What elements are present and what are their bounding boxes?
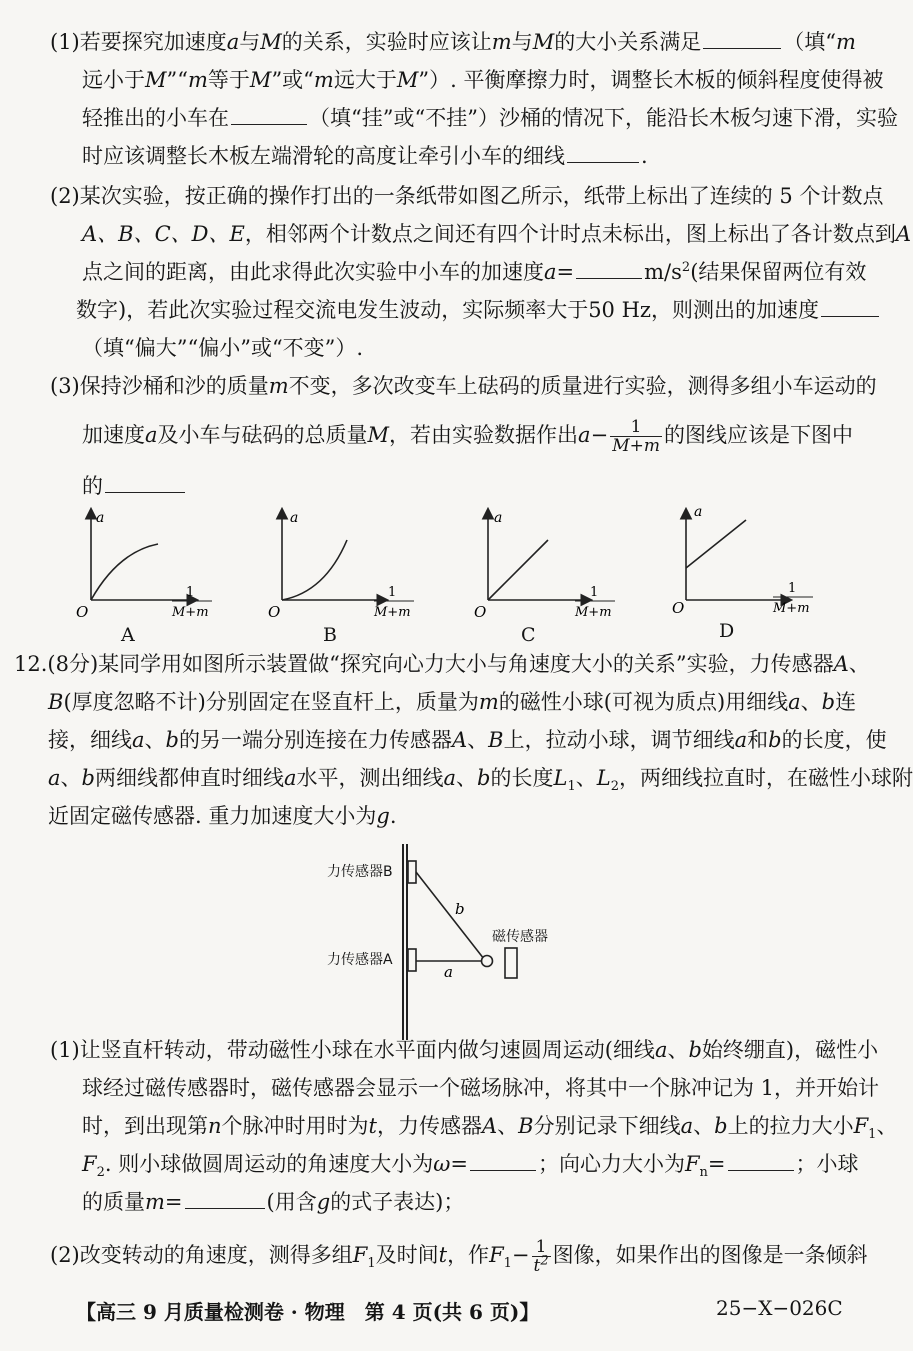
graph-b-y-label: a — [290, 510, 299, 526]
q11-p2-line3: 点之间的距离，由此求得此次实验中小车的加速度$a= m/s^2$(结果保留两位有效 — [82, 260, 867, 284]
graph-d-x-num: 1 — [788, 581, 797, 596]
q11-p1-line3: 轻推出的小车在 （填“挂”或“不挂”）沙桶的情况下，能沿长木板匀速下滑，实验 — [82, 106, 898, 130]
q11-p3-line3: 的 — [82, 472, 187, 500]
graph-a-origin: O — [76, 603, 89, 621]
q11-graphs — [0, 500, 900, 650]
graph-b-origin: O — [268, 603, 281, 621]
graph-c — [474, 510, 615, 621]
q11-p2-line1: (2)某次实验，按正确的操作打出的一条纸带如图乙所示，纸带上标出了连续的 5 个计数点 — [50, 184, 884, 208]
graph-d — [672, 504, 813, 617]
answer-blank-2[interactable] — [231, 104, 307, 125]
answer-blank-6[interactable] — [105, 472, 185, 493]
answer-blank-1[interactable] — [703, 28, 781, 49]
q12-intro-line4: a、b两细线都伸直时细线a水平，测出细线a、b的长度$L_1$、$L_2$，两细线拉直时，在磁性小球附 — [48, 766, 913, 795]
graph-b-x-den: M+m — [374, 605, 411, 620]
fraction-1-over-M-plus-m: $\frac{1}{M+m}$ — [612, 417, 660, 456]
magnetic-sensor-label: 磁传感器 — [492, 929, 548, 945]
graph-c-label: C — [521, 624, 536, 646]
footer-page-info: 【高三 9 月质量检测卷 · 物理 第 4 页(共 6 页)】 — [76, 1300, 540, 1324]
q11-p2-line5: （填“偏大”“偏小”或“不变”）. — [82, 336, 364, 360]
magnetic-sensor — [505, 948, 517, 978]
graph-d-origin: O — [672, 599, 685, 617]
force-sensor-a — [408, 949, 416, 971]
q12-p1-line1: (1)让竖直杆转动，带动磁性小球在水平面内做匀速圆周运动(细线a、b始终绷直)，磁性小 — [50, 1038, 879, 1062]
graph-d-line — [686, 520, 746, 568]
q11-p2-line4: 数字)，若此次实验过程交流电发生波动，实际频率大于50 Hz，则测出的加速度 — [76, 296, 881, 324]
q12-intro-line5: 近固定磁传感器. 重力加速度大小为g. — [48, 804, 397, 828]
graph-a-label: A — [121, 624, 135, 646]
magnetic-ball — [482, 956, 493, 967]
q12-p1-line3: 时，到出现第n个脉冲时用时为t，力传感器A、B分别记录下细线a、b上的拉力大小$F_1$、 — [82, 1114, 898, 1143]
graph-c-x-den: M+m — [575, 605, 612, 620]
graph-d-x-den: M+m — [773, 601, 810, 616]
string-a-label: a — [444, 963, 453, 981]
q12-p2-line1: (2)改变转动的角速度，测得多组$F_1$及时间t，作$F_1-$ $\frac{1}{t^2}$ 图像，如果作出的图像是一条倾斜 — [50, 1237, 868, 1276]
q12-intro-line2: B(厚度忽略不计)分别固定在竖直杆上，质量为m的磁性小球(可视为质点)用细线a、b连 — [48, 690, 857, 714]
q12-p1-line2: 球经过磁传感器时，磁传感器会显示一个磁场脉冲，将其中一个脉冲记为 1，并开始计 — [82, 1076, 880, 1100]
graph-c-line — [488, 540, 548, 600]
q12-p1-line4: $F_2$. 则小球做圆周运动的角速度大小为ω= ；向心力大小为$F_n=$ ；小球 — [82, 1152, 859, 1181]
force-sensor-b-label: 力传感器B — [327, 864, 393, 880]
answer-blank-3[interactable] — [567, 142, 639, 163]
q12-apparatus-figure — [0, 840, 900, 1040]
footer-code: 25−X−026C — [716, 1296, 843, 1320]
fraction-1-over-t-squared: $\frac{1}{t^2}$ — [533, 1237, 549, 1276]
q11-p1-line4: 时应该调整长木板左端滑轮的高度让牵引小车的细线 . — [82, 144, 648, 168]
answer-blank-7[interactable] — [470, 1150, 536, 1171]
graph-b — [268, 510, 414, 621]
q11-p1-line1: (1)若要探究加速度a与M的关系，实验时应该让m与M的大小关系满足 （填“m — [50, 30, 856, 54]
graph-b-label: B — [323, 624, 337, 646]
string-b — [416, 872, 484, 959]
graph-a-x-num: 1 — [186, 585, 195, 600]
graph-c-y-label: a — [494, 510, 503, 526]
q11-p1-line2: 远小于M”“m等于M”或“m远大于M”）. 平衡摩擦力时，调整长木板的倾斜程度使得被 — [82, 68, 884, 92]
force-sensor-b — [408, 861, 416, 883]
graph-b-x-num: 1 — [388, 585, 397, 600]
graph-d-y-label: a — [694, 504, 703, 520]
graph-a-x-den: M+m — [172, 605, 209, 620]
q11-p3-line1: (3)保持沙桶和沙的质量m不变，多次改变车上砝码的质量进行实验，测得多组小车运动的 — [50, 374, 877, 398]
answer-blank-4[interactable] — [576, 258, 642, 279]
graph-a-curve — [91, 544, 158, 600]
string-b-label: b — [455, 900, 465, 918]
graph-a-y-label: a — [96, 510, 105, 526]
graph-b-curve — [282, 540, 347, 600]
force-sensor-a-label: 力传感器A — [327, 952, 393, 968]
answer-blank-5[interactable] — [821, 296, 879, 317]
answer-blank-8[interactable] — [728, 1150, 794, 1171]
q11-p3-line2: 加速度a及小车与砝码的总质量M，若由实验数据作出a− $\frac{1}{M+m}$ 的图线应该是下图中 — [82, 417, 853, 456]
q12-p1-line5: 的质量m= (用含g的式子表达)； — [82, 1190, 465, 1214]
graph-d-label: D — [719, 620, 735, 642]
graph-c-x-num: 1 — [590, 585, 599, 600]
answer-blank-9[interactable] — [185, 1188, 265, 1209]
q11-p2-line2: A、B、C、D、E，相邻两个计数点之间还有四个计时点未标出，图上标出了各计数点到A — [82, 222, 912, 246]
q12-intro-line3: 接，细线a、b的另一端分别连接在力传感器A、B上，拉动小球，调节细线a和b的长度，使 — [48, 728, 887, 752]
q12-intro-line1: 12.(8分)某同学用如图所示装置做“探究向心力大小与角速度大小的关系”实验，力传感器A、 — [14, 652, 870, 676]
graph-a — [76, 510, 212, 621]
graph-c-origin: O — [474, 603, 487, 621]
